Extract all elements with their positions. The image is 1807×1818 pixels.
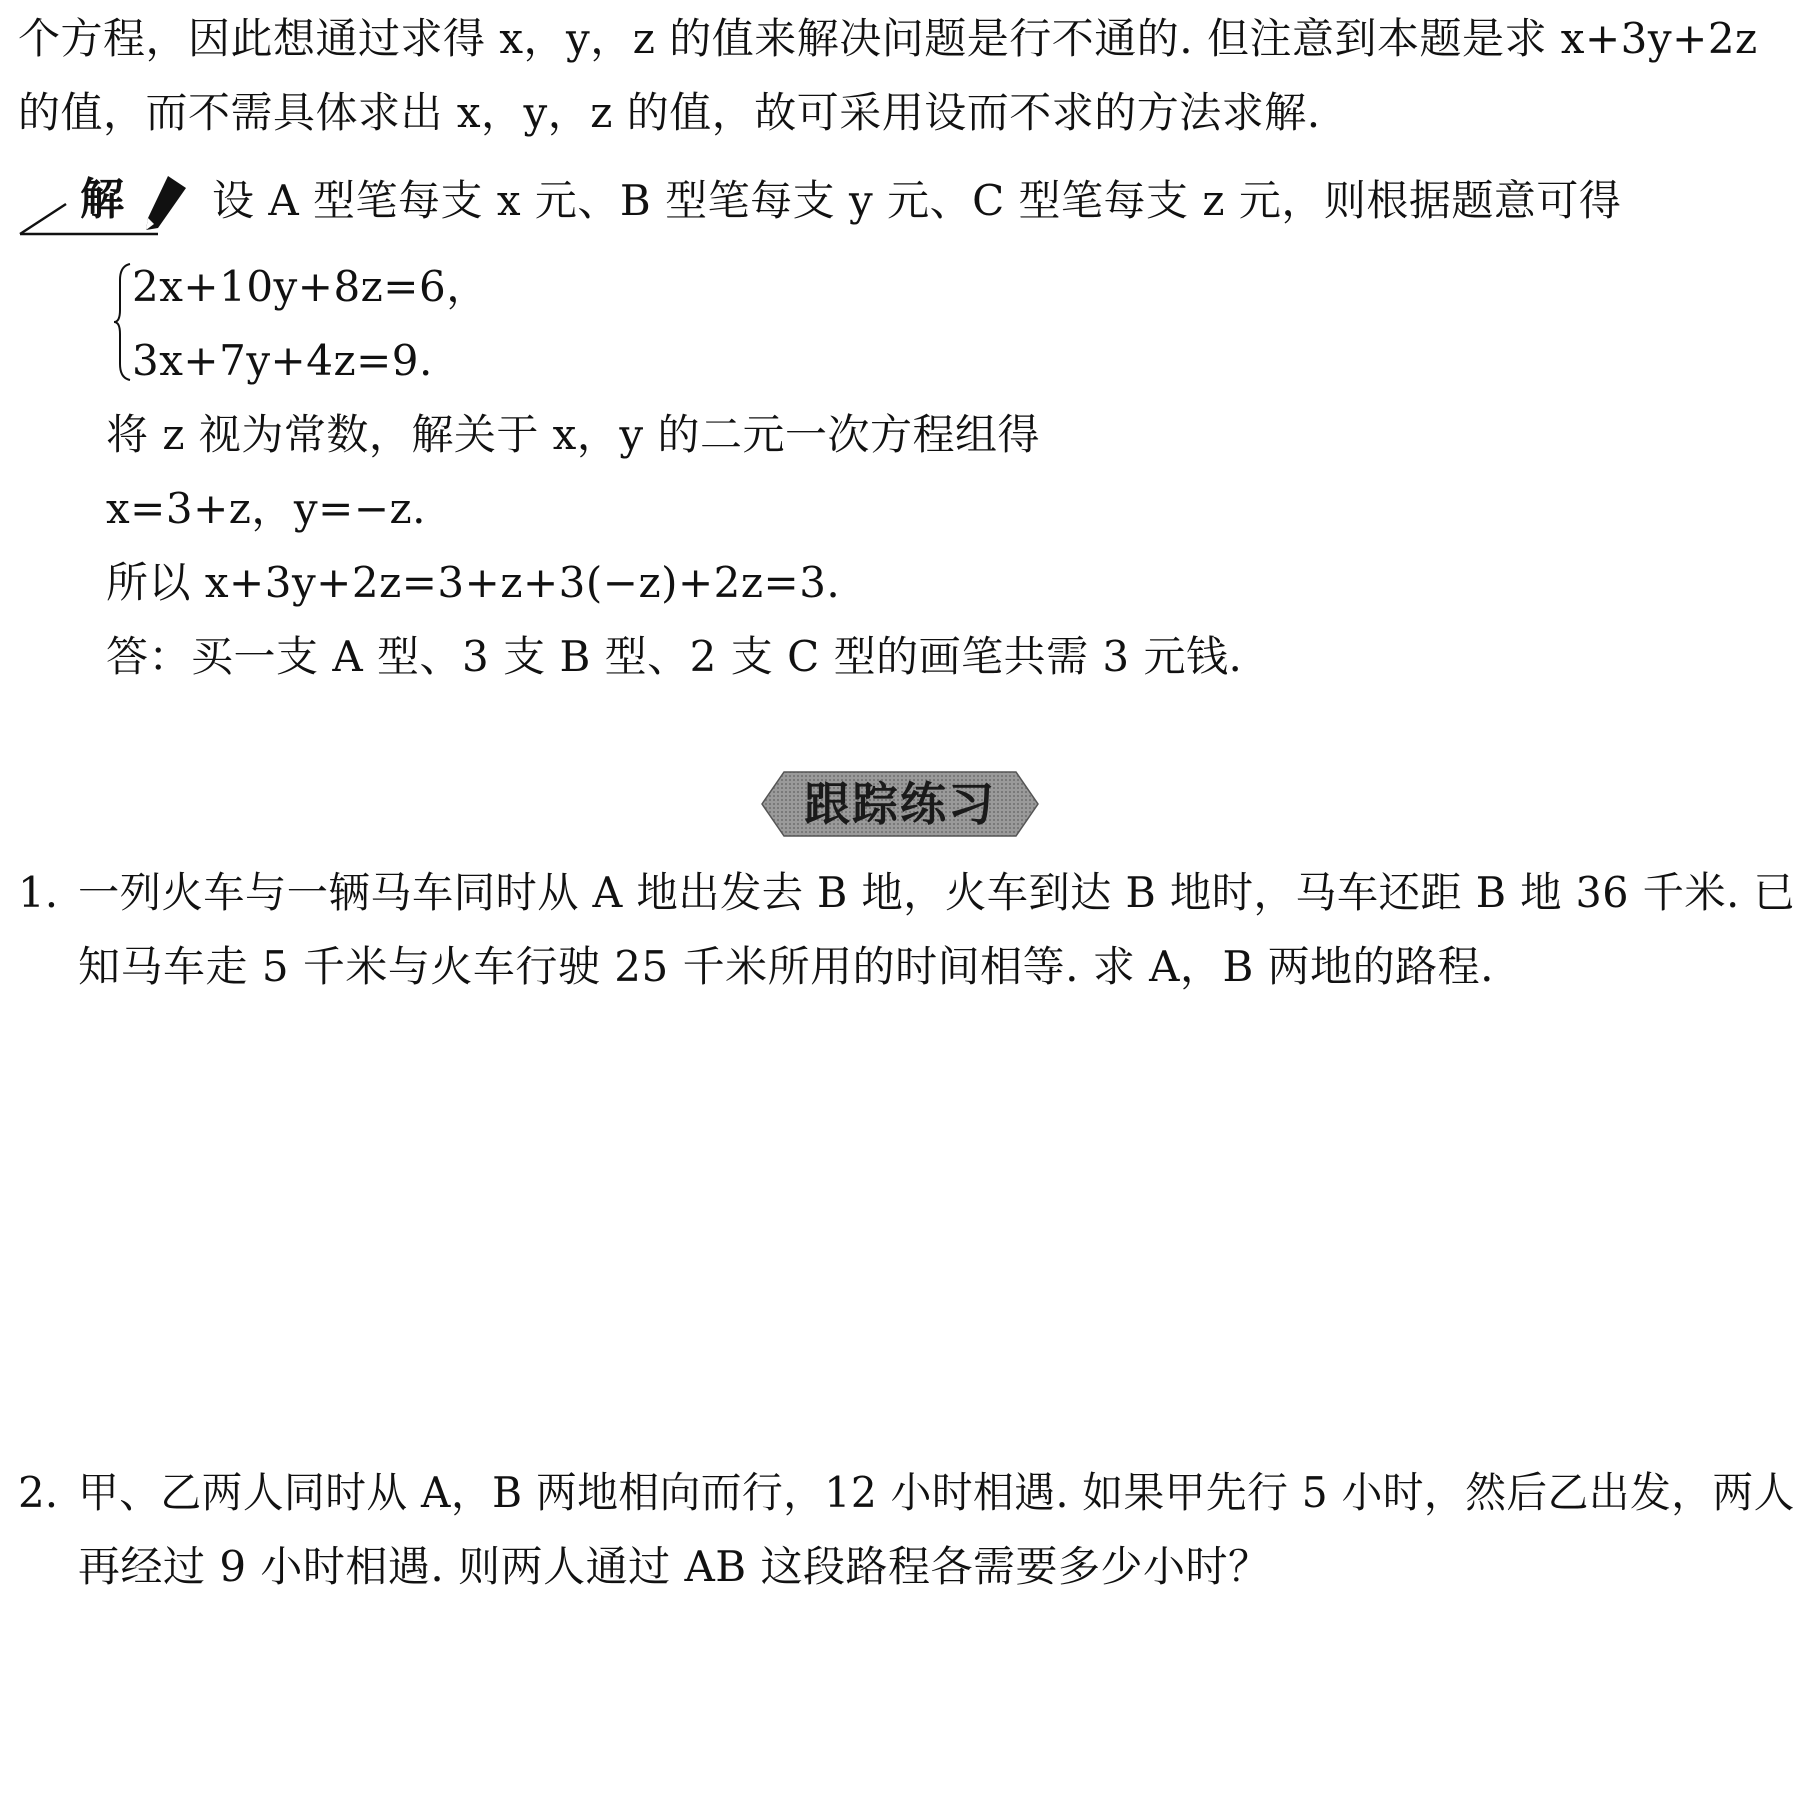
solution-step-1: 将 z 视为常数，解关于 x，y 的二元一次方程组得	[106, 410, 1040, 459]
solution-step-2: x=3+z，y=−z.	[106, 484, 427, 533]
solution-answer: 答：买一支 A 型、3 支 B 型、2 支 C 型的画笔共需 3 元钱.	[106, 632, 1243, 681]
question-1-number: 1.	[18, 868, 59, 917]
solution-step-3: 所以 x+3y+2z=3+z+3(−z)+2z=3.	[106, 558, 841, 607]
question-2-line-2: 再经过 9 小时相遇. 则两人通过 AB 这段路程各需要多少小时？	[78, 1542, 1271, 1591]
question-1-line-2: 知马车走 5 千米与火车行驶 25 千米所用的时间相等. 求 A，B 两地的路程.	[78, 942, 1495, 991]
intro-line-2: 的值，而不需具体求出 x，y，z 的值，故可采用设而不求的方法求解.	[18, 88, 1321, 137]
system-brace	[112, 262, 132, 382]
question-2-number: 2.	[18, 1468, 59, 1517]
solution-setup: 设 A 型笔每支 x 元、B 型笔每支 y 元、C 型笔每支 z 元，则根据题意可得	[212, 176, 1622, 225]
equation-2: 3x+7y+4z=9.	[132, 336, 433, 385]
equation-1: 2x+10y+8z=6，	[132, 262, 489, 311]
solution-badge-label: 解	[80, 174, 124, 225]
solution-badge	[18, 168, 203, 238]
intro-line-1: 个方程，因此想通过求得 x，y，z 的值来解决问题是行不通的. 但注意到本题是求 x+3y+2z	[18, 14, 1758, 63]
question-2-line-1: 甲、乙两人同时从 A，B 两地相向而行，12 小时相遇. 如果甲先行 5 小时，然后乙出发，两人	[78, 1468, 1795, 1517]
section-banner	[760, 770, 1040, 838]
question-1-line-1: 一列火车与一辆马车同时从 A 地出发去 B 地，火车到达 B 地时，马车还距 B 地 36 千米. 已	[78, 868, 1796, 917]
section-title: 跟踪练习	[804, 777, 996, 831]
